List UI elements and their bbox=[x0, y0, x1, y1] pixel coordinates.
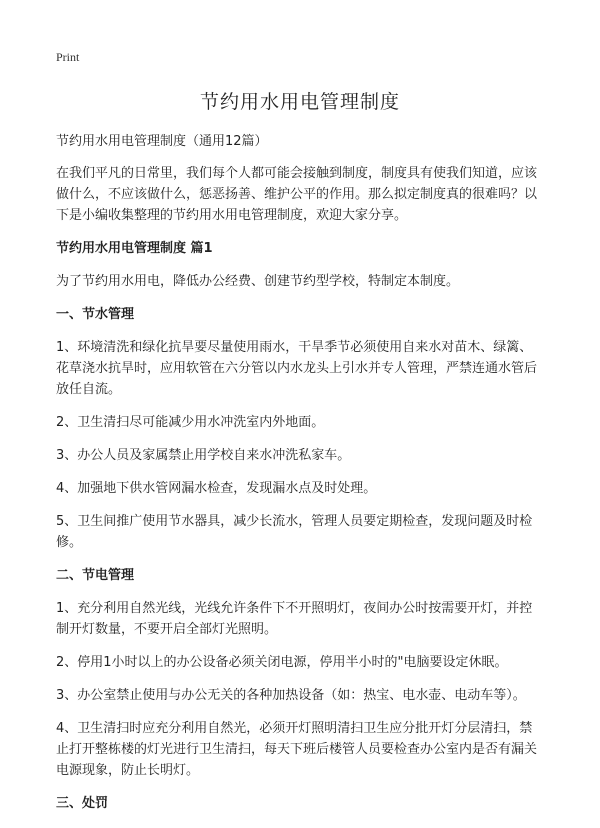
water-item-2: 2、卫生清扫尽可能减少用水冲洗室内外地面。 bbox=[56, 415, 325, 430]
document-title: 节约用水用电管理制度 bbox=[199, 91, 400, 113]
purpose-paragraph: 为了节约用水用电，降低办公经费、创建节约型学校，特制定本制度。 bbox=[56, 274, 460, 289]
water-item-3: 3、办公人员及家属禁止用学校自来水冲洗私家车。 bbox=[56, 448, 351, 463]
power-item-2: 2、停用1小时以上的办公设备必须关闭电源，停用半小时的"电脑要设定休眠。 bbox=[56, 655, 508, 670]
print-link[interactable]: Print bbox=[56, 50, 80, 64]
power-section-heading: 二、节电管理 bbox=[56, 568, 135, 583]
penalty-section-heading: 三、处罚 bbox=[56, 796, 109, 811]
water-item-1: 1、环境清洗和绿化抗旱要尽量使用雨水，干旱季节必须使用自来水对苗木、绿篱、花草浇水抗旱时，应用软管在六分管以内水龙头上引水并专人管理，严禁连通水管后放任自流。 bbox=[56, 340, 538, 397]
water-item-4: 4、加强地下供水管网漏水检查，发现漏水点及时处理。 bbox=[56, 481, 377, 496]
water-item-5: 5、卫生间推广使用节水器具，减少长流水，管理人员要定期检查，发现问题及时检修。 bbox=[56, 514, 533, 550]
document-subtitle: 节约用水用电管理制度（通用12篇） bbox=[56, 134, 268, 149]
power-item-3: 3、办公室禁止使用与办公无关的各种加热设备（如：热宝、电水壶、电动车等）。 bbox=[56, 688, 526, 703]
intro-paragraph: 在我们平凡的日常里，我们每个人都可能会接触到制度，制度具有使我们知道，应该做什么，不应该做什么，惩恶扬善、维护公平的作用。那么拟定制度真的很难吗？以下是小编收集整理的节约用水用电管理制度，欢迎大家分享。 bbox=[56, 166, 538, 223]
power-item-4: 4、卫生清扫时应充分利用自然光，必须开灯照明清扫卫生应分批开灯分层清扫，禁止打开整栋楼的灯光进行卫生清扫，每天下班后楼管人员要检查办公室内是否有漏关电源现象，防止长明灯。 bbox=[56, 721, 538, 778]
article-heading: 节约用水用电管理制度 篇1 bbox=[56, 241, 213, 256]
water-section-heading: 一、节水管理 bbox=[56, 307, 135, 322]
power-item-1: 1、充分利用自然光线，光线允许条件下不开照明灯，夜间办公时按需要开灯，并控制开灯数量，不要开启全部灯光照明。 bbox=[56, 601, 533, 637]
